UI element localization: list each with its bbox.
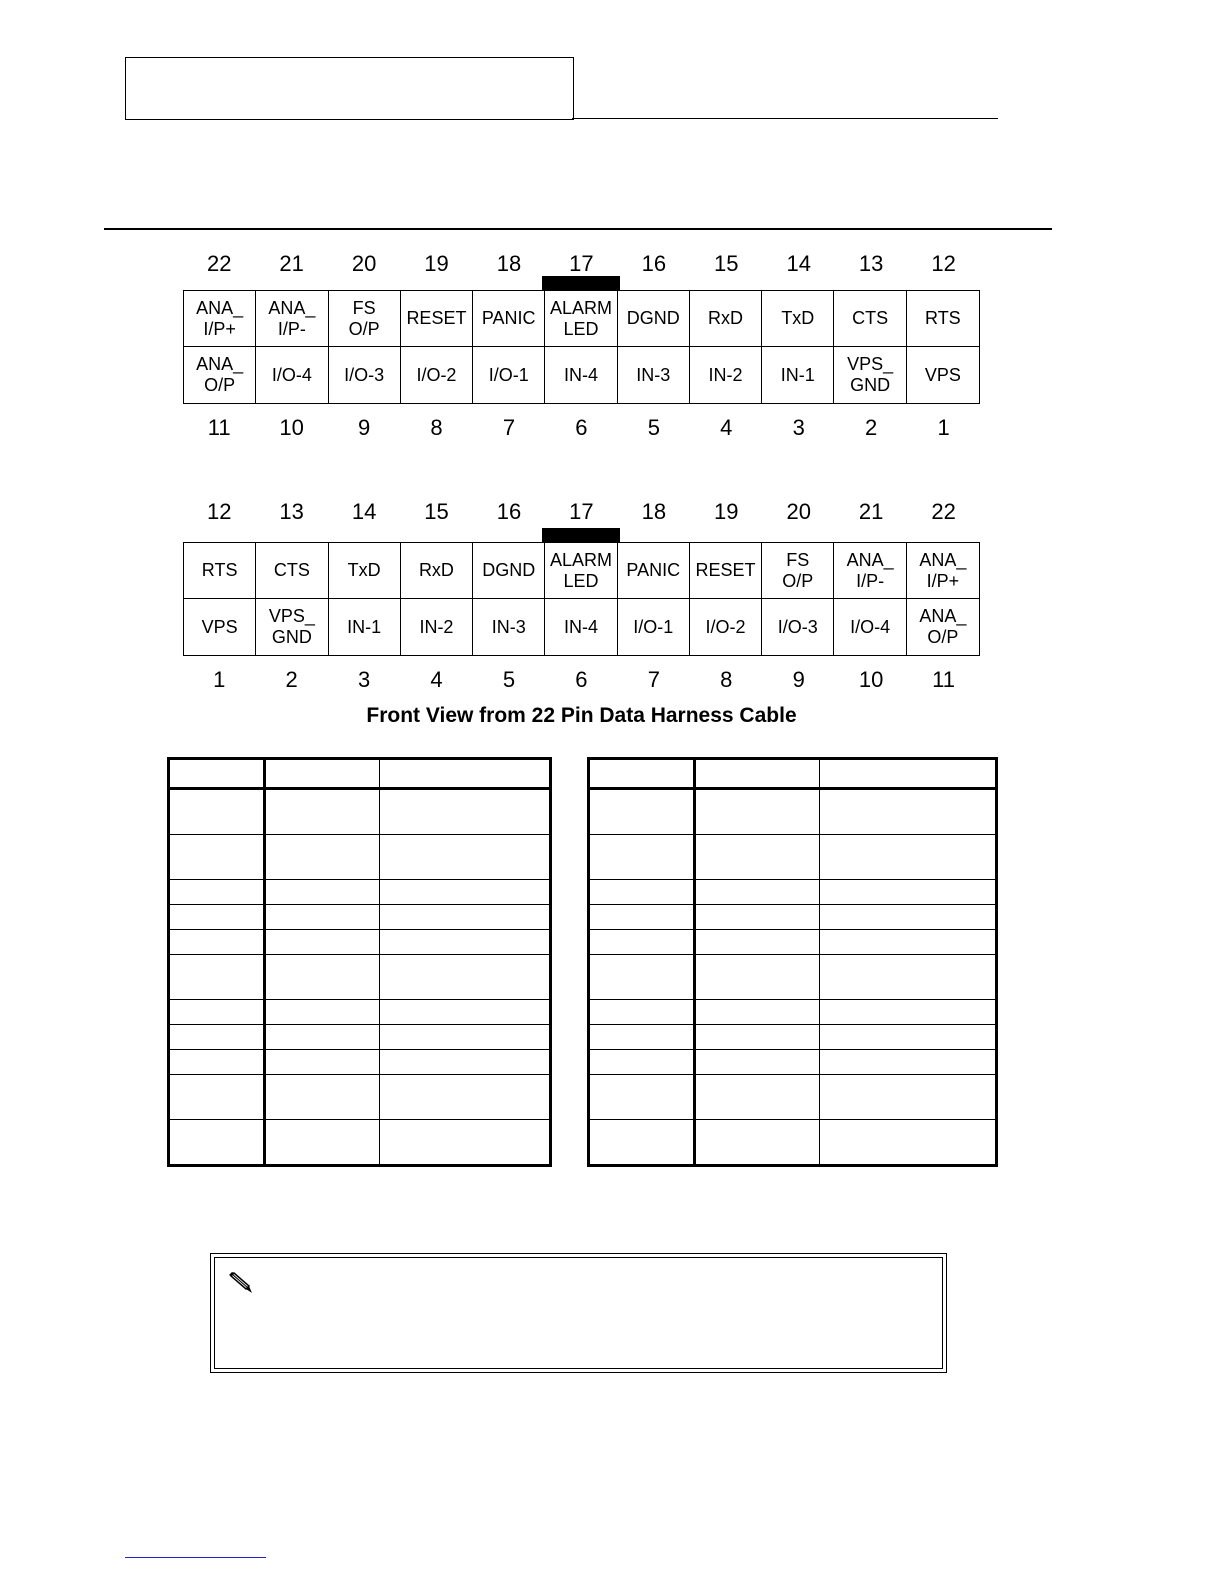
- pin-cell: TxD: [762, 291, 834, 347]
- pin-number: 2: [285, 667, 298, 692]
- table-row: [169, 789, 551, 835]
- table-cell: [589, 789, 695, 835]
- pin-cell: PANIC: [618, 543, 690, 599]
- pin-number: 19: [714, 499, 739, 524]
- pin-number: 9: [357, 415, 371, 440]
- pin-number: 2: [865, 415, 878, 440]
- pin-cell: RxD: [690, 291, 762, 347]
- table-cell: [820, 930, 997, 955]
- table-cell: [380, 955, 551, 1000]
- table-header-cell: [169, 759, 265, 789]
- table-cell: [169, 1120, 265, 1166]
- pin-number: 5: [502, 667, 516, 692]
- table-cell: [169, 1025, 265, 1050]
- pin-cell: I/O-4: [834, 599, 906, 655]
- table-cell: [265, 1025, 380, 1050]
- pin-cell: IN-1: [329, 599, 401, 655]
- table-row: [169, 905, 551, 930]
- table-cell: [380, 905, 551, 930]
- pin-cell: I/O-4: [256, 347, 328, 403]
- pin-cell: IN-1: [762, 347, 834, 403]
- table-row: [589, 1120, 997, 1166]
- pin-number: 13: [279, 499, 304, 524]
- pin-cell: RESET: [401, 291, 473, 347]
- pin-cell: I/O-3: [329, 347, 401, 403]
- table-cell: [695, 905, 820, 930]
- pin-diagram-rear: [183, 247, 980, 445]
- pin-cell: ALARM LED: [545, 291, 617, 347]
- table-cell: [380, 1050, 551, 1075]
- pin-numbers-bottom: [183, 411, 980, 445]
- pin-number: 6: [575, 415, 588, 440]
- table-header-row: [589, 759, 997, 789]
- table-row: [589, 1075, 997, 1120]
- pin-number: 6: [575, 667, 588, 692]
- table-cell: [265, 1075, 380, 1120]
- table-row: [169, 1050, 551, 1075]
- table-cell: [265, 905, 380, 930]
- table-cell: [589, 1075, 695, 1120]
- pin-cell: IN-3: [473, 599, 545, 655]
- pin-number: 12: [206, 499, 232, 524]
- table-cell: [589, 955, 695, 1000]
- table-row: [589, 905, 997, 930]
- pin-number: 21: [279, 251, 304, 276]
- table-cell: [695, 955, 820, 1000]
- pin-cell: RESET: [690, 543, 762, 599]
- table-row: [589, 1025, 997, 1050]
- pin-number: 16: [641, 251, 667, 276]
- pin-cell: RxD: [401, 543, 473, 599]
- pin-number: 7: [647, 667, 660, 692]
- pin-cell: FS O/P: [329, 291, 401, 347]
- connector-key-marker: [542, 276, 620, 291]
- pin-cell: I/O-2: [401, 347, 473, 403]
- pin-table-left: [167, 757, 552, 1167]
- pin-number: 8: [720, 667, 733, 692]
- table-cell: [589, 1120, 695, 1166]
- table-cell: [265, 1050, 380, 1075]
- table-cell: [169, 1050, 265, 1075]
- pin-cell: RTS: [184, 543, 256, 599]
- table-cell: [695, 930, 820, 955]
- table-cell: [695, 1025, 820, 1050]
- pin-number: 20: [786, 499, 811, 524]
- table-cell: [820, 1050, 997, 1075]
- table-cell: [265, 1000, 380, 1025]
- table-cell: [820, 835, 997, 880]
- pin-cell: IN-2: [690, 347, 762, 403]
- table-cell: [695, 1075, 820, 1120]
- pin-cell: I/O-1: [618, 599, 690, 655]
- table-cell: [380, 1120, 551, 1166]
- pin-cell: IN-4: [545, 347, 617, 403]
- pin-grid: [183, 542, 980, 656]
- pin-grid: [183, 290, 980, 404]
- connector-key-marker: [542, 528, 620, 543]
- pin-number: 16: [496, 499, 522, 524]
- table-cell: [820, 880, 997, 905]
- pin-number: 12: [931, 251, 956, 276]
- table-cell: [589, 905, 695, 930]
- pin-cell: TxD: [329, 543, 401, 599]
- pin-diagram-front: [183, 495, 980, 697]
- pin-number: 10: [858, 667, 884, 692]
- table-cell: [380, 1025, 551, 1050]
- pin-cell: IN-4: [545, 599, 617, 655]
- table-cell: [589, 835, 695, 880]
- table-cell: [695, 835, 820, 880]
- pencil-icon: [227, 1272, 253, 1294]
- table-row: [169, 1025, 551, 1050]
- table-cell: [589, 1050, 695, 1075]
- pin-numbers-top: [183, 495, 980, 529]
- table-row: [589, 1050, 997, 1075]
- header-rule: [572, 118, 998, 119]
- pin-number: 18: [496, 251, 522, 276]
- table-row: [169, 930, 551, 955]
- table-cell: [380, 1075, 551, 1120]
- footer-link-underline[interactable]: [125, 1557, 266, 1558]
- table-cell: [820, 1000, 997, 1025]
- pin-cell: I/O-3: [762, 599, 834, 655]
- pin-cell: FS O/P: [762, 543, 834, 599]
- table-cell: [589, 1000, 695, 1025]
- pin-number: 17: [569, 499, 594, 524]
- pin-number: 3: [357, 667, 371, 692]
- pin-cell: IN-2: [401, 599, 473, 655]
- pin-table-right: [587, 757, 998, 1167]
- pin-number: 5: [647, 415, 660, 440]
- table-cell: [695, 1000, 820, 1025]
- table-cell: [589, 1025, 695, 1050]
- pin-cell: CTS: [256, 543, 328, 599]
- header-box: [125, 57, 574, 120]
- pin-cell: VPS_ GND: [834, 347, 906, 403]
- pin-cell: CTS: [834, 291, 906, 347]
- table-header-cell: [265, 759, 380, 789]
- pin-number: 11: [932, 667, 956, 692]
- pin-cell: ALARM LED: [545, 543, 617, 599]
- table-row: [169, 1075, 551, 1120]
- pin-cell: IN-3: [618, 347, 690, 403]
- table-cell: [265, 955, 380, 1000]
- pin-number: 22: [206, 251, 232, 276]
- pin-cell: ANA_ I/P-: [256, 291, 328, 347]
- section-divider: [104, 228, 1052, 230]
- table-cell: [589, 880, 695, 905]
- pin-number: 13: [858, 251, 884, 276]
- table-cell: [820, 1075, 997, 1120]
- pin-cell: ANA_ O/P: [919, 606, 967, 647]
- pin-number: 21: [858, 499, 884, 524]
- table-cell: [380, 835, 551, 880]
- diagram-caption: Front View from 22 Pin Data Harness Cable: [366, 704, 797, 727]
- pin-number: 20: [351, 251, 377, 276]
- table-row: [169, 1120, 551, 1166]
- pin-number: 17: [569, 251, 594, 276]
- pin-number: 11: [207, 415, 231, 440]
- pin-cell: VPS_ GND: [256, 599, 328, 655]
- table-header-cell: [695, 759, 820, 789]
- pin-number: 19: [424, 251, 449, 276]
- table-row: [589, 835, 997, 880]
- table-cell: [169, 1000, 265, 1025]
- table-row: [169, 955, 551, 1000]
- table-cell: [695, 789, 820, 835]
- note-box-inner: [214, 1257, 943, 1369]
- table-cell: [820, 1025, 997, 1050]
- table-cell: [265, 835, 380, 880]
- table-cell: [169, 789, 265, 835]
- pin-numbers-bottom: [183, 663, 980, 697]
- table-header-cell: [589, 759, 695, 789]
- table-cell: [169, 1075, 265, 1120]
- table-cell: [380, 789, 551, 835]
- table-cell: [169, 905, 265, 930]
- pin-number: 15: [714, 251, 739, 276]
- pin-number: 10: [279, 415, 304, 440]
- table-header-cell: [380, 759, 551, 789]
- table-row: [589, 789, 997, 835]
- table-row: [169, 1000, 551, 1025]
- pin-number: 3: [792, 415, 805, 440]
- table-cell: [380, 930, 551, 955]
- pin-number: 8: [430, 415, 443, 440]
- table-cell: [380, 1000, 551, 1025]
- table-cell: [820, 905, 997, 930]
- table-row: [169, 880, 551, 905]
- note-box: [210, 1253, 947, 1373]
- pin-cell: RTS: [907, 291, 979, 347]
- pin-number: 9: [792, 667, 805, 692]
- pin-cell: VPS: [184, 599, 256, 655]
- pin-cell: VPS: [924, 364, 961, 385]
- pin-cell: ANA_ I/P+: [907, 543, 979, 599]
- pin-cell: PANIC: [473, 291, 545, 347]
- pin-number: 14: [786, 251, 811, 276]
- table-cell: [169, 930, 265, 955]
- table-cell: [820, 1120, 997, 1166]
- pin-number: 1: [937, 415, 950, 440]
- table-row: [589, 1000, 997, 1025]
- table-cell: [695, 1050, 820, 1075]
- table-cell: [820, 955, 997, 1000]
- table-cell: [380, 880, 551, 905]
- table-cell: [695, 880, 820, 905]
- table-cell: [169, 880, 265, 905]
- table-cell: [695, 1120, 820, 1166]
- pin-number: 18: [641, 499, 667, 524]
- pin-number: 4: [720, 415, 733, 440]
- table-cell: [589, 930, 695, 955]
- table-cell: [265, 930, 380, 955]
- pin-cell: DGND: [473, 543, 545, 599]
- pin-cell: ANA_ I/P-: [834, 543, 906, 599]
- table-cell: [265, 1120, 380, 1166]
- pin-number: 22: [931, 499, 956, 524]
- table-header-row: [169, 759, 551, 789]
- table-cell: [265, 880, 380, 905]
- table-cell: [169, 835, 265, 880]
- table-cell: [169, 955, 265, 1000]
- pin-number: 1: [213, 667, 226, 692]
- table-row: [169, 835, 551, 880]
- table-cell: [820, 789, 997, 835]
- pin-number: 4: [430, 667, 443, 692]
- pin-number: 7: [502, 415, 516, 440]
- pin-cell: I/O-1: [473, 347, 545, 403]
- pin-cell: DGND: [618, 291, 690, 347]
- pin-cell: ANA_ O/P: [184, 347, 256, 403]
- table-header-cell: [820, 759, 997, 789]
- pin-cell: I/O-2: [690, 599, 762, 655]
- table-row: [589, 930, 997, 955]
- table-cell: [265, 789, 380, 835]
- table-row: [589, 955, 997, 1000]
- pin-number: 14: [351, 499, 377, 524]
- pin-number: 15: [424, 499, 449, 524]
- pin-cell: ANA_ I/P+: [184, 291, 256, 347]
- table-row: [589, 880, 997, 905]
